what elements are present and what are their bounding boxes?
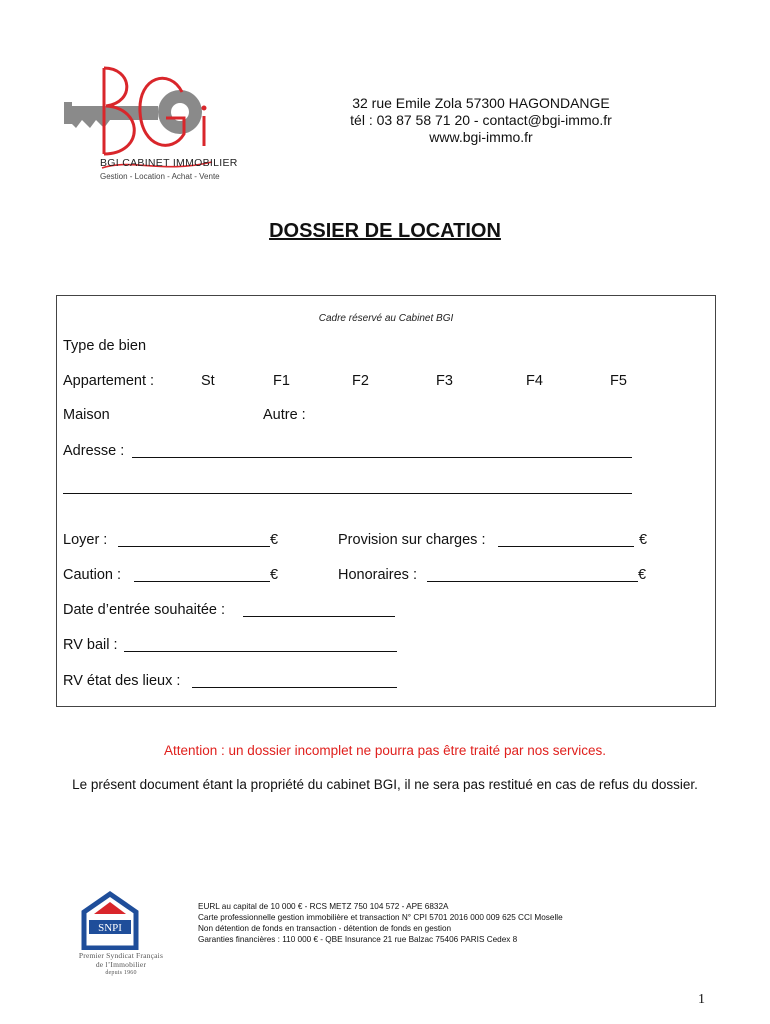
snpi-logo-text: SNPI bbox=[98, 922, 122, 934]
snpi-caption-line: de l’Immobilier bbox=[95, 960, 147, 969]
address-field-line2[interactable] bbox=[63, 493, 632, 494]
other-label: Autre : bbox=[263, 407, 306, 423]
fees-currency: € bbox=[638, 567, 647, 583]
logo-subcaption: Gestion - Location - Achat - Vente bbox=[100, 172, 220, 181]
address-label: Adresse : bbox=[63, 443, 125, 459]
fees-label: Honoraires : bbox=[338, 567, 417, 583]
reserved-form-box bbox=[56, 295, 716, 707]
inventory-appointment-label: RV état des lieux : bbox=[63, 673, 181, 689]
legal-mentions bbox=[198, 901, 563, 945]
charges-field[interactable] bbox=[498, 546, 634, 547]
lease-appointment-field[interactable] bbox=[124, 651, 397, 652]
entry-date-field[interactable] bbox=[243, 616, 395, 617]
address-line-contact: tél : 03 87 58 71 20 - contact@bgi-immo.fr bbox=[350, 112, 612, 128]
deposit-field[interactable] bbox=[134, 581, 270, 582]
apartment-type-f4[interactable]: F4 bbox=[526, 373, 543, 389]
address-line-website: www.bgi-immo.fr bbox=[429, 129, 533, 145]
document-title: DOSSIER DE LOCATION bbox=[269, 220, 501, 242]
legal-line: Garanties financières : 110 000 € - QBE Insurance 21 rue Balzac 75406 PARIS Cedex 8 bbox=[198, 935, 518, 944]
rent-field[interactable] bbox=[118, 546, 270, 547]
apartment-type-f1[interactable]: F1 bbox=[273, 373, 290, 389]
house-label[interactable]: Maison bbox=[63, 407, 110, 423]
deposit-currency: € bbox=[270, 567, 279, 583]
apartment-type-f2[interactable]: F2 bbox=[352, 373, 369, 389]
entry-date-label: Date d’entrée souhaitée : bbox=[63, 602, 226, 618]
apartment-type-f3[interactable]: F3 bbox=[436, 373, 453, 389]
fees-field[interactable] bbox=[427, 581, 638, 582]
legal-line: Carte professionnelle gestion immobilière et transaction N° CPI 5701 2016 000 009 625 CCI Moselle bbox=[198, 913, 563, 922]
address-line-street: 32 rue Emile Zola 57300 HAGONDANGE bbox=[352, 95, 610, 111]
snpi-logo bbox=[80, 890, 140, 950]
page-number: 1 bbox=[698, 992, 705, 1007]
legal-line: Non détention de fonds en transaction - détention de fonds en gestion bbox=[198, 924, 452, 933]
apartment-type-f5[interactable]: F5 bbox=[610, 373, 627, 389]
rent-label: Loyer : bbox=[63, 532, 108, 548]
snpi-caption-line: depuis 1960 bbox=[105, 970, 137, 976]
property-type-label: Type de bien bbox=[63, 338, 147, 354]
lease-appointment-label: RV bail : bbox=[63, 637, 118, 653]
charges-label: Provision sur charges : bbox=[338, 532, 486, 548]
deposit-label: Caution : bbox=[63, 567, 122, 583]
rent-currency: € bbox=[270, 532, 279, 548]
snpi-caption-line: Premier Syndicat Français bbox=[78, 951, 164, 960]
agency-address bbox=[316, 95, 646, 146]
snpi-caption bbox=[66, 951, 176, 978]
inventory-appointment-field[interactable] bbox=[192, 687, 397, 688]
apartment-label: Appartement : bbox=[63, 373, 155, 389]
legal-line: EURL au capital de 10 000 € - RCS METZ 750 104 572 - APE 6832A bbox=[198, 902, 449, 911]
address-field[interactable] bbox=[132, 457, 632, 458]
apartment-type-st[interactable]: St bbox=[201, 373, 215, 389]
incomplete-file-warning: Attention : un dossier incomplet ne pourra pas être traité par nos services. bbox=[164, 743, 606, 758]
reserved-caption: Cadre réservé au Cabinet BGI bbox=[318, 313, 454, 324]
property-notice: Le présent document étant la propriété du cabinet BGI, il ne sera pas restitué en cas de refus du dossier. bbox=[72, 777, 698, 792]
charges-currency: € bbox=[639, 532, 648, 548]
logo-caption: BGI CABINET IMMOBILIER bbox=[100, 157, 238, 169]
